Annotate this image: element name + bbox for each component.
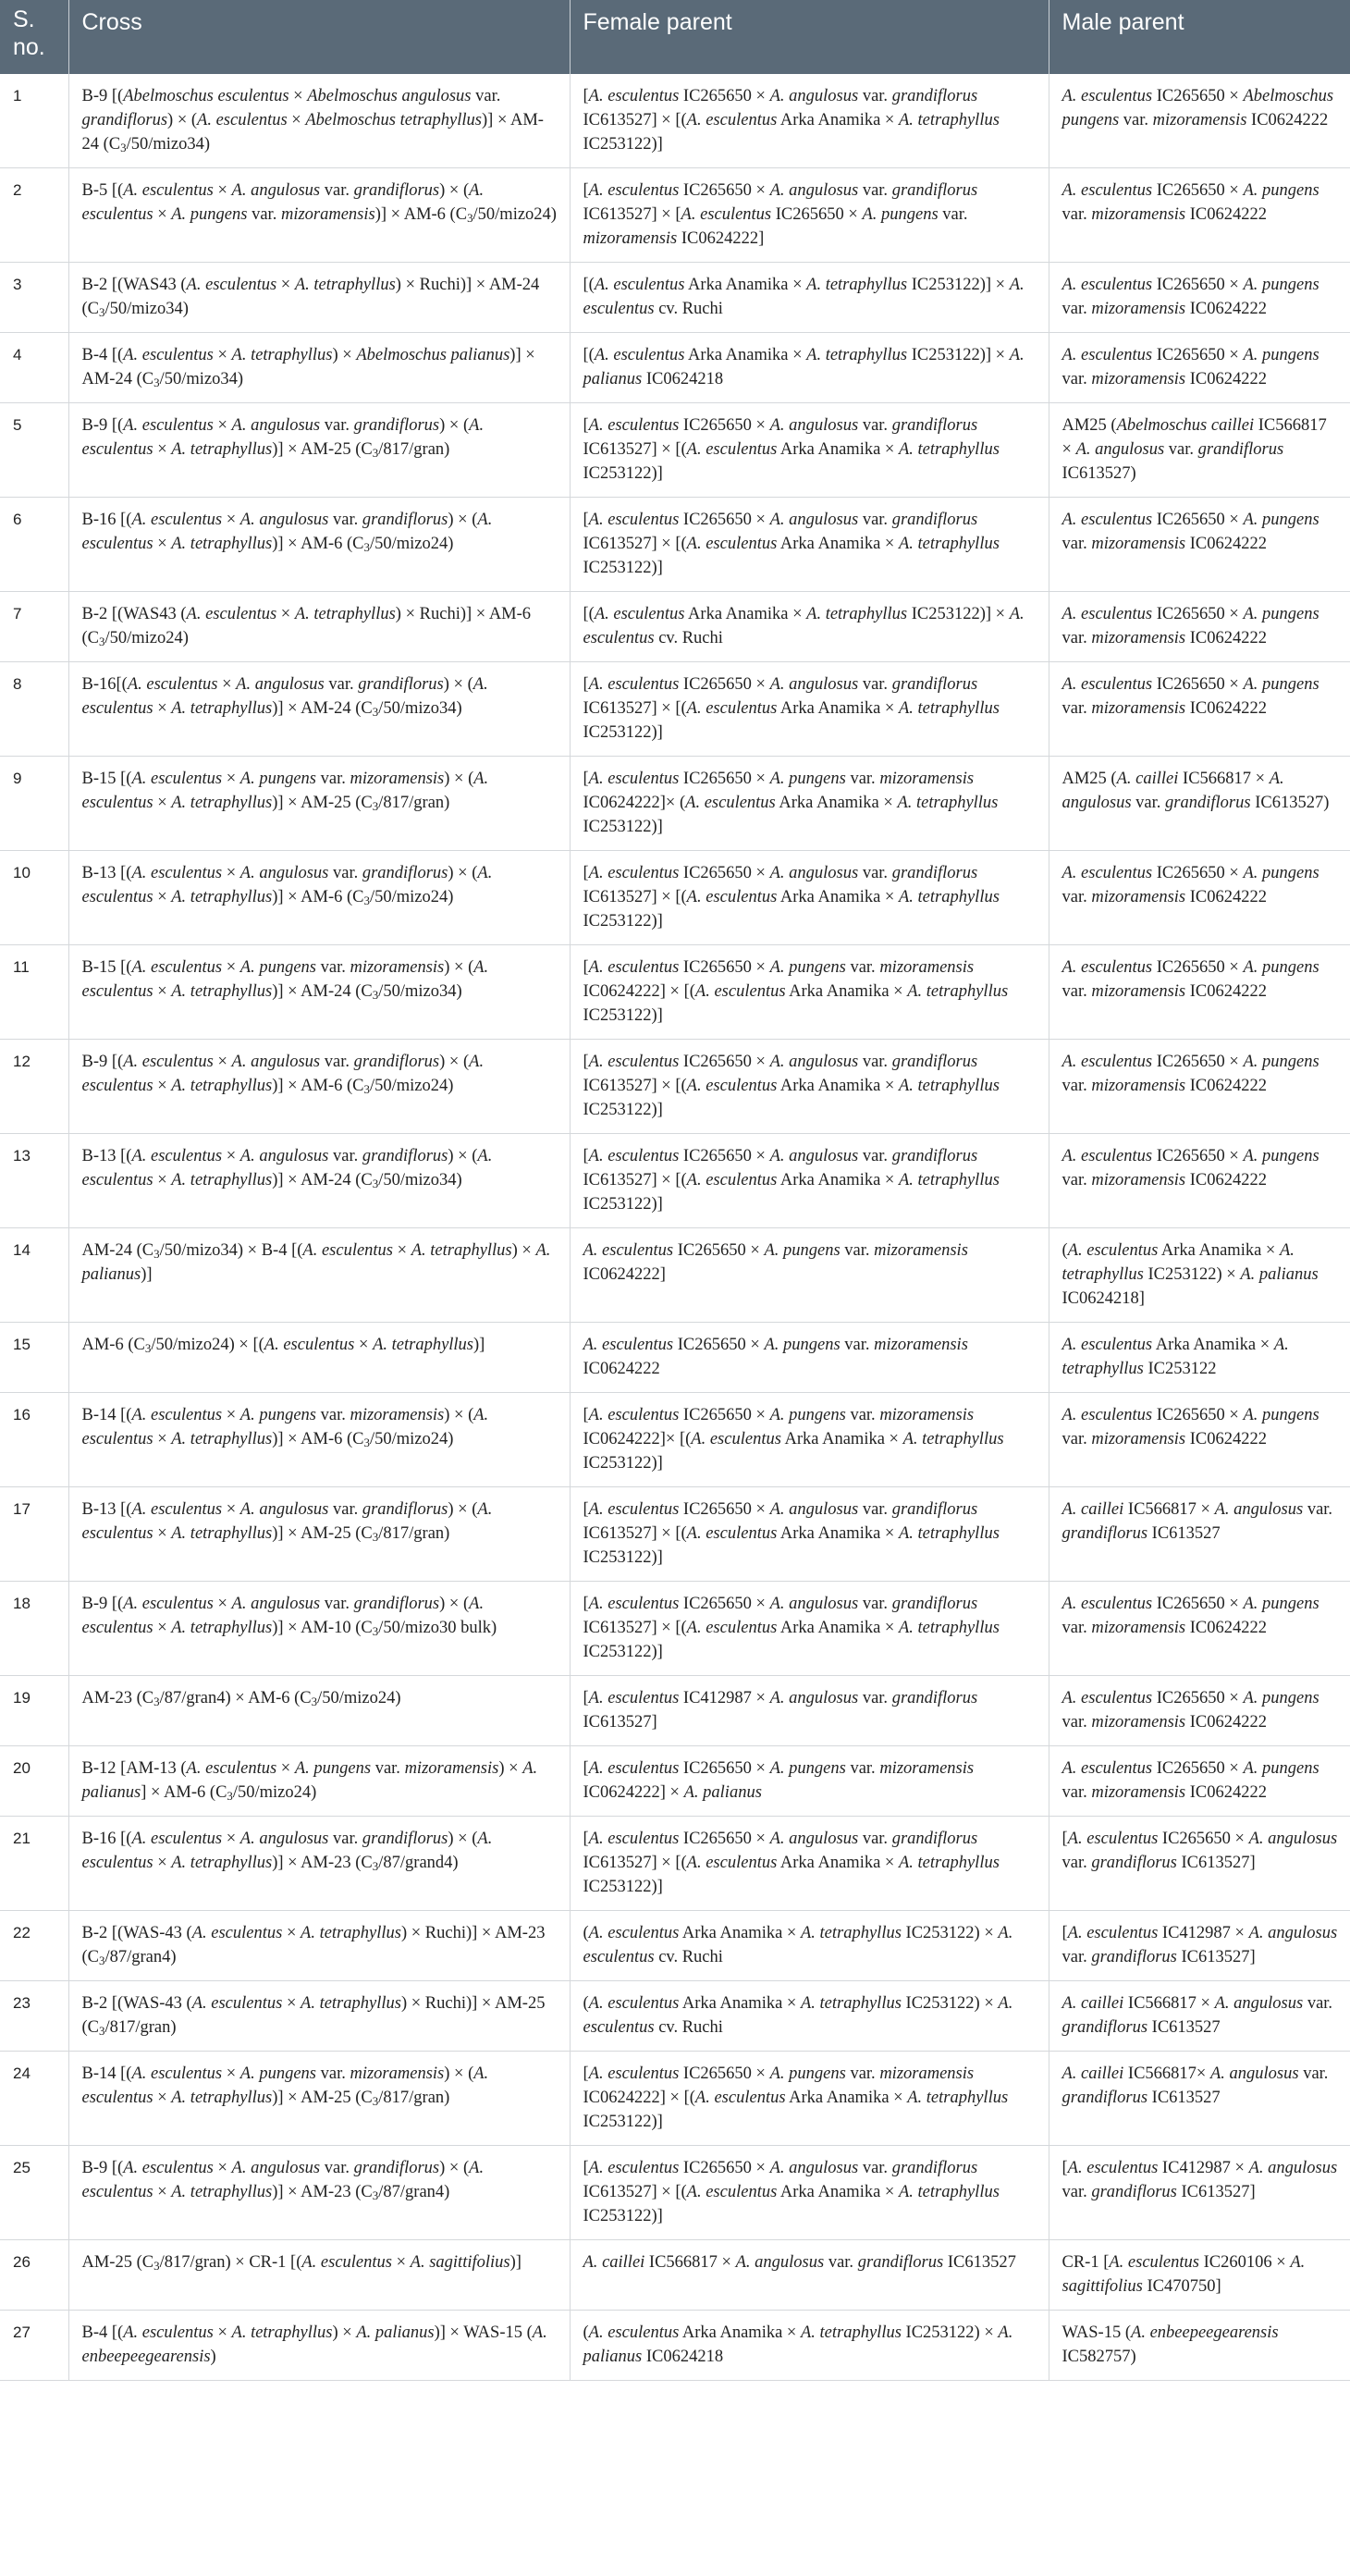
table-row: [0, 2240, 1350, 2311]
cell-female-parent: [A. esculentus IC265650 × A. angulosus var. grandiflorus IC613527] × [(A. esculentus Arka Anamika × A. tetraphyllus IC253122)]: [570, 403, 1049, 498]
cell-sno: 15: [0, 1323, 68, 1393]
cell-male-parent: A. esculentus IC265650 × A. pungens var. mizoramensis IC0624222: [1049, 168, 1350, 263]
header-row: [0, 0, 1350, 74]
cell-sno: 3: [0, 263, 68, 333]
cell-sno: 25: [0, 2146, 68, 2240]
cell-female-parent: A. esculentus IC265650 × A. pungens var. mizoramensis IC0624222]: [570, 1228, 1049, 1323]
cell-male-parent: A. caillei IC566817 × A. angulosus var. grandiflorus IC613527: [1049, 1981, 1350, 2052]
cell-cross: B-9 [(A. esculentus × A. angulosus var. grandiflorus) × (A. esculentus × A. tetraphyllus)] × AM-23 $(C_3/87/gran4)$: [68, 2146, 570, 2240]
cell-sno: 9: [0, 757, 68, 851]
cell-cross: B-5 [(A. esculentus × A. angulosus var. grandiflorus) × (A. esculentus × A. pungens var. mizoramensis)] × AM-6 $(C_3/50/mizo24)$: [68, 168, 570, 263]
table-row: [0, 1582, 1350, 1676]
cell-sno: 1: [0, 74, 68, 168]
table-row: [0, 1487, 1350, 1582]
cell-cross: B-16[(A. esculentus × A. angulosus var. grandiflorus) × (A. esculentus × A. tetraphyllus)] × AM-24 $(C_3/50/mizo34)$: [68, 662, 570, 757]
cell-female-parent: [A. esculentus IC265650 × A. pungens var. mizoramensis IC0624222] × A. palianus: [570, 1746, 1049, 1817]
cell-male-parent: A. esculentus IC265650 × A. pungens var. mizoramensis IC0624222: [1049, 1134, 1350, 1228]
table-row: [0, 1393, 1350, 1487]
cell-male-parent: A. caillei IC566817× A. angulosus var. grandiflorus IC613527: [1049, 2052, 1350, 2146]
table-row: [0, 1228, 1350, 1323]
cell-female-parent: [(A. esculentus Arka Anamika × A. tetraphyllus IC253122)] × A. esculentus cv. Ruchi: [570, 263, 1049, 333]
cell-sno: 4: [0, 333, 68, 403]
table-row: [0, 1323, 1350, 1393]
cell-cross: B-2 [(WAS43 (A. esculentus × A. tetraphyllus) × Ruchi)] × AM-6 $(C_3/50/mizo24)$: [68, 592, 570, 662]
cell-female-parent: [(A. esculentus Arka Anamika × A. tetraphyllus IC253122)] × A. palianus IC0624218: [570, 333, 1049, 403]
header-male-parent: Male parent: [1049, 0, 1350, 74]
cell-cross: B-13 [(A. esculentus × A. angulosus var. grandiflorus) × (A. esculentus × A. tetraphyllus)] × AM-6 $(C_3/50/mizo24)$: [68, 851, 570, 945]
cell-female-parent: (A. esculentus Arka Anamika × A. tetraphyllus IC253122) × A. palianus IC0624218: [570, 2311, 1049, 2381]
cell-male-parent: A. esculentus IC265650 × Abelmoschus pungens var. mizoramensis IC0624222: [1049, 74, 1350, 168]
cell-sno: 17: [0, 1487, 68, 1582]
header-female-parent: Female parent: [570, 0, 1049, 74]
cell-female-parent: [A. esculentus IC265650 × A. angulosus var. grandiflorus IC613527] × [A. esculentus IC265650 × A. pungens var. mizoramensis IC0624222]: [570, 168, 1049, 263]
cell-female-parent: (A. esculentus Arka Anamika × A. tetraphyllus IC253122) × A. esculentus cv. Ruchi: [570, 1981, 1049, 2052]
cell-male-parent: A. esculentus IC265650 × A. pungens var. mizoramensis IC0624222: [1049, 263, 1350, 333]
cell-cross: AM-23 $(C_3/87/gran4) \times AM-6$ $(C_3/50/mizo24)$: [68, 1676, 570, 1746]
table-row: [0, 1911, 1350, 1981]
cell-cross: B-13 [(A. esculentus × A. angulosus var. grandiflorus) × (A. esculentus × A. tetraphyllus)] × AM-25 $(C_3/817/gran)$: [68, 1487, 570, 1582]
cell-sno: 18: [0, 1582, 68, 1676]
table-row: [0, 263, 1350, 333]
table-row: [0, 333, 1350, 403]
cell-male-parent: A. esculentus IC265650 × A. pungens var. mizoramensis IC0624222: [1049, 1676, 1350, 1746]
table-row: [0, 1676, 1350, 1746]
cell-female-parent: [A. esculentus IC265650 × A. angulosus var. grandiflorus IC613527] × [(A. esculentus Arka Anamika × A. tetraphyllus IC253122)]: [570, 1817, 1049, 1911]
cell-male-parent: [A. esculentus IC412987 × A. angulosus var. grandiflorus IC613527]: [1049, 1911, 1350, 1981]
table-row: [0, 403, 1350, 498]
cell-female-parent: [(A. esculentus Arka Anamika × A. tetraphyllus IC253122)] × A. esculentus cv. Ruchi: [570, 592, 1049, 662]
cell-male-parent: A. esculentus IC265650 × A. pungens var. mizoramensis IC0624222: [1049, 333, 1350, 403]
cell-sno: 26: [0, 2240, 68, 2311]
cell-male-parent: AM25 (Abelmoschus caillei IC566817 × A. angulosus var. grandiflorus IC613527): [1049, 403, 1350, 498]
cell-male-parent: A. esculentus IC265650 × A. pungens var. mizoramensis IC0624222: [1049, 945, 1350, 1040]
cell-cross: B-2 [(WAS43 (A. esculentus × A. tetraphyllus) × Ruchi)] × AM-24 $(C_3/50/mizo34)$: [68, 263, 570, 333]
table-row: [0, 1134, 1350, 1228]
cell-male-parent: A. esculentus IC265650 × A. pungens var. mizoramensis IC0624222: [1049, 1040, 1350, 1134]
cell-female-parent: [A. esculentus IC265650 × A. angulosus var. grandiflorus IC613527] × [(A. esculentus Arka Anamika × A. tetraphyllus IC253122)]: [570, 1134, 1049, 1228]
table-row: [0, 1746, 1350, 1817]
cell-cross: B-2 [(WAS-43 (A. esculentus × A. tetraphyllus) × Ruchi)] × AM-25 $(C_3/817/gran)$: [68, 1981, 570, 2052]
cell-male-parent: [A. esculentus IC265650 × A. angulosus var. grandiflorus IC613527]: [1049, 1817, 1350, 1911]
cell-male-parent: A. esculentus IC265650 × A. pungens var. mizoramensis IC0624222: [1049, 851, 1350, 945]
cell-sno: 16: [0, 1393, 68, 1487]
table-row: [0, 662, 1350, 757]
cell-female-parent: [A. esculentus IC265650 × A. angulosus var. grandiflorus IC613527] × [(A. esculentus Arka Anamika × A. tetraphyllus IC253122)]: [570, 851, 1049, 945]
cell-sno: 10: [0, 851, 68, 945]
cell-female-parent: [A. esculentus IC265650 × A. angulosus var. grandiflorus IC613527] × [(A. esculentus Arka Anamika × A. tetraphyllus IC253122)]: [570, 74, 1049, 168]
cell-female-parent: [A. esculentus IC265650 × A. pungens var. mizoramensis IC0624222]× (A. esculentus Arka Anamika × A. tetraphyllus IC253122)]: [570, 757, 1049, 851]
cell-sno: 13: [0, 1134, 68, 1228]
cell-sno: 21: [0, 1817, 68, 1911]
cell-cross: B-9 [(A. esculentus × A. angulosus var. grandiflorus) × (A. esculentus × A. tetraphyllus)] × AM-25 $(C_3/817/gran)$: [68, 403, 570, 498]
table-row: [0, 2052, 1350, 2146]
cell-cross: B-4 [(A. esculentus × A. tetraphyllus) × A. palianus)] × WAS-15 (A. enbeepeegearensis): [68, 2311, 570, 2381]
cell-sno: 2: [0, 168, 68, 263]
cell-female-parent: [A. esculentus IC265650 × A. angulosus var. grandiflorus IC613527] × [(A. esculentus Arka Anamika × A. tetraphyllus IC253122)]: [570, 1040, 1049, 1134]
table-row: [0, 168, 1350, 263]
cell-cross: B-9 [(A. esculentus × A. angulosus var. grandiflorus) × (A. esculentus × A. tetraphyllus)] × AM-6 $(C_3/50/mizo24)$: [68, 1040, 570, 1134]
cell-female-parent: A. caillei IC566817 × A. angulosus var. grandiflorus IC613527: [570, 2240, 1049, 2311]
table-row: [0, 1817, 1350, 1911]
cell-sno: 22: [0, 1911, 68, 1981]
table-row: [0, 498, 1350, 592]
cell-cross: B-9 [(A. esculentus × A. angulosus var. grandiflorus) × (A. esculentus × A. tetraphyllus)] × AM-10 ($C_3/50/mizo30$ bulk): [68, 1582, 570, 1676]
cell-sno: 7: [0, 592, 68, 662]
cell-sno: 8: [0, 662, 68, 757]
table-row: [0, 74, 1350, 168]
table-body: [0, 74, 1350, 2381]
table-row: [0, 2146, 1350, 2240]
cell-cross: B-12 [AM-13 (A. esculentus × A. pungens var. mizoramensis) × A. palianus] × AM-6 $(C_3/50/mizo24)$: [68, 1746, 570, 1817]
table-row: [0, 1981, 1350, 2052]
cell-cross: B-16 [(A. esculentus × A. angulosus var. grandiflorus) × (A. esculentus × A. tetraphyllus)] × AM-6 $(C_3/50/mizo24)$: [68, 498, 570, 592]
cell-sno: 23: [0, 1981, 68, 2052]
cell-cross: B-13 [(A. esculentus × A. angulosus var. grandiflorus) × (A. esculentus × A. tetraphyllus)] × AM-24 $(C_3/50/mizo34)$: [68, 1134, 570, 1228]
cell-cross: AM-6 $(C_3/50/mizo24) \times [(A$. esculentus × A. tetraphyllus)]: [68, 1323, 570, 1393]
cell-male-parent: A. esculentus IC265650 × A. pungens var. mizoramensis IC0624222: [1049, 592, 1350, 662]
cell-cross: B-4 [(A. esculentus × A. tetraphyllus) × Abelmoschus palianus)] × AM-24 $(C_3/50/mizo34)$: [68, 333, 570, 403]
table-row: [0, 945, 1350, 1040]
cell-female-parent: [A. esculentus IC265650 × A. angulosus var. grandiflorus IC613527] × [(A. esculentus Arka Anamika × A. tetraphyllus IC253122)]: [570, 2146, 1049, 2240]
cell-male-parent: (A. esculentus Arka Anamika × A. tetraphyllus IC253122) × A. palianus IC0624218]: [1049, 1228, 1350, 1323]
cell-male-parent: A. esculentus IC265650 × A. pungens var. mizoramensis IC0624222: [1049, 1393, 1350, 1487]
cell-male-parent: WAS-15 (A. enbeepeegearensis IC582757): [1049, 2311, 1350, 2381]
table-row: [0, 851, 1350, 945]
cell-female-parent: A. esculentus IC265650 × A. pungens var. mizoramensis IC0624222: [570, 1323, 1049, 1393]
cell-cross: B-2 [(WAS-43 (A. esculentus × A. tetraphyllus) × Ruchi)] × AM-23 $(C_3/87/gran4)$: [68, 1911, 570, 1981]
cell-sno: 19: [0, 1676, 68, 1746]
table-row: [0, 757, 1350, 851]
cell-sno: 6: [0, 498, 68, 592]
cell-cross: B-16 [(A. esculentus × A. angulosus var. grandiflorus) × (A. esculentus × A. tetraphyllus)] × AM-23 $(C_3/87/grand4)$: [68, 1817, 570, 1911]
cell-sno: 5: [0, 403, 68, 498]
cell-female-parent: [A. esculentus IC265650 × A. pungens var. mizoramensis IC0624222] × [(A. esculentus Arka Anamika × A. tetraphyllus IC253122)]: [570, 2052, 1049, 2146]
cell-female-parent: [A. esculentus IC265650 × A. angulosus var. grandiflorus IC613527] × [(A. esculentus Arka Anamika × A. tetraphyllus IC253122)]: [570, 662, 1049, 757]
cell-sno: 24: [0, 2052, 68, 2146]
cell-male-parent: [A. esculentus IC412987 × A. angulosus var. grandiflorus IC613527]: [1049, 2146, 1350, 2240]
cell-male-parent: CR-1 [A. esculentus IC260106 × A. sagittifolius IC470750]: [1049, 2240, 1350, 2311]
cell-cross: B-15 [(A. esculentus × A. pungens var. mizoramensis) × (A. esculentus × A. tetraphyllus)] × AM-24 $(C_3/50/mizo34)$: [68, 945, 570, 1040]
cell-cross: B-14 [(A. esculentus × A. pungens var. mizoramensis) × (A. esculentus × A. tetraphyllus)] × AM-25 $(C_3/817/gran)$: [68, 2052, 570, 2146]
cell-male-parent: AM25 (A. caillei IC566817 × A. angulosus var. grandiflorus IC613527): [1049, 757, 1350, 851]
cell-female-parent: [A. esculentus IC265650 × A. pungens var. mizoramensis IC0624222]× [(A. esculentus Arka Anamika × A. tetraphyllus IC253122)]: [570, 1393, 1049, 1487]
cell-sno: 12: [0, 1040, 68, 1134]
cell-cross: AM-25 $(C_3/817/gran) \times CR-1$ [(A. esculentus × A. sagittifolius)]: [68, 2240, 570, 2311]
cell-female-parent: [A. esculentus IC412987 × A. angulosus var. grandiflorus IC613527]: [570, 1676, 1049, 1746]
cell-male-parent: A. esculentus IC265650 × A. pungens var. mizoramensis IC0624222: [1049, 498, 1350, 592]
cell-sno: 14: [0, 1228, 68, 1323]
cell-sno: 20: [0, 1746, 68, 1817]
cell-female-parent: (A. esculentus Arka Anamika × A. tetraphyllus IC253122) × A. esculentus cv. Ruchi: [570, 1911, 1049, 1981]
header-sno: S. no.: [0, 0, 68, 74]
cell-female-parent: [A. esculentus IC265650 × A. angulosus var. grandiflorus IC613527] × [(A. esculentus Arka Anamika × A. tetraphyllus IC253122)]: [570, 498, 1049, 592]
cell-male-parent: A. esculentus Arka Anamika × A. tetraphyllus IC253122: [1049, 1323, 1350, 1393]
table-row: [0, 2311, 1350, 2381]
cell-cross: B-9 [(Abelmoschus esculentus × Abelmoschus angulosus var. grandiflorus) × (A. esculentus × Abelmoschus tetraphyllus)] × AM-24 $(C_3/50/mizo34)$: [68, 74, 570, 168]
cell-sno: 11: [0, 945, 68, 1040]
cell-male-parent: A. esculentus IC265650 × A. pungens var. mizoramensis IC0624222: [1049, 1746, 1350, 1817]
cell-male-parent: A. esculentus IC265650 × A. pungens var. mizoramensis IC0624222: [1049, 1582, 1350, 1676]
header-cross: Cross: [68, 0, 570, 74]
table-row: [0, 592, 1350, 662]
table-header: [0, 0, 1350, 74]
cell-male-parent: A. esculentus IC265650 × A. pungens var. mizoramensis IC0624222: [1049, 662, 1350, 757]
cell-cross: AM-24 $(C_3/50/mizo34) \times B-4$ [(A. esculentus × A. tetraphyllus) × A. palianus)]: [68, 1228, 570, 1323]
cell-male-parent: A. caillei IC566817 × A. angulosus var. grandiflorus IC613527: [1049, 1487, 1350, 1582]
cell-cross: B-15 [(A. esculentus × A. pungens var. mizoramensis) × (A. esculentus × A. tetraphyllus)] × AM-25 $(C_3/817/gran)$: [68, 757, 570, 851]
cell-female-parent: [A. esculentus IC265650 × A. angulosus var. grandiflorus IC613527] × [(A. esculentus Arka Anamika × A. tetraphyllus IC253122)]: [570, 1582, 1049, 1676]
cell-sno: 27: [0, 2311, 68, 2381]
cell-female-parent: [A. esculentus IC265650 × A. angulosus var. grandiflorus IC613527] × [(A. esculentus Arka Anamika × A. tetraphyllus IC253122)]: [570, 1487, 1049, 1582]
cell-cross: B-14 [(A. esculentus × A. pungens var. mizoramensis) × (A. esculentus × A. tetraphyllus)] × AM-6 $(C_3/50/mizo24)$: [68, 1393, 570, 1487]
table-row: [0, 1040, 1350, 1134]
cell-female-parent: [A. esculentus IC265650 × A. pungens var. mizoramensis IC0624222] × [(A. esculentus Arka Anamika × A. tetraphyllus IC253122)]: [570, 945, 1049, 1040]
